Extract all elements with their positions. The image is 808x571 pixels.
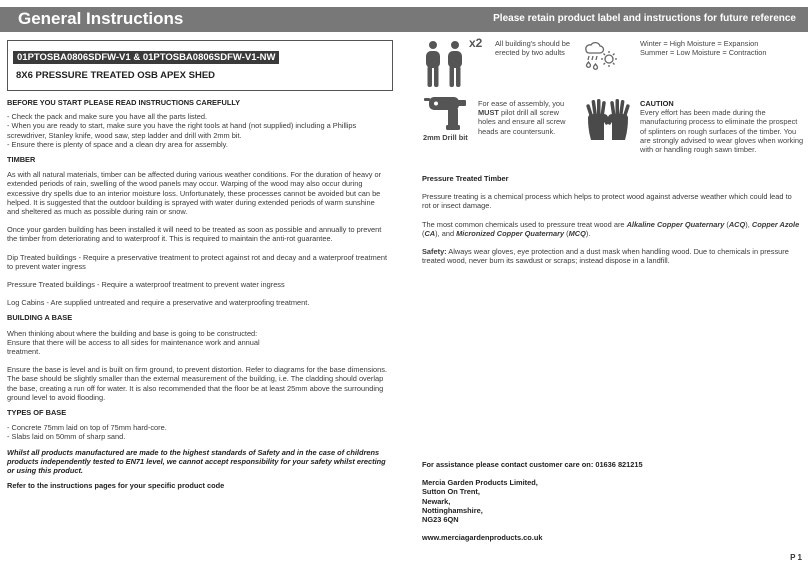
chem-ca: Copper Azole (751, 219, 800, 229)
chem-mcq: Micronized Copper Quaternary (456, 228, 565, 238)
chem-acq-abbr: ACQ (728, 219, 746, 229)
before-heading: BEFORE YOU START PLEASE READ INSTRUCTIONS CAREFULLY (7, 98, 241, 107)
two-adults-icon (421, 40, 469, 88)
timber-paragraph: As with all natural materials, timber can be affected during various weather conditions. For the duration of heavy or extended periods of rain, swelling of the wood panels may occur. Warping of the wood may also occur during excessive dry spells due to an interior moisture loss. Unfortunately, these processes cannot be avoided but can be helped. It is suggested that the outdoor building is sprayed with water during extended periods of warm sunshine and sheltered as much as possible during rain or snow. (7, 170, 382, 217)
website-link[interactable]: www.merciagardenproducts.co.uk (422, 533, 543, 543)
page-number: P 1 (790, 553, 802, 562)
caution-text: Every effort has been made during the manufacturing process to eliminate the prospect of splinters on rough surfaces of the timber. You are strongly advised to wear gloves when working with or handling rough sawn timber. (640, 108, 804, 155)
refer-note: Refer to the instructions pages for your specific product code (7, 481, 225, 491)
adults-count: x2 (469, 36, 483, 50)
address-line: Nottinghamshire, (422, 505, 483, 515)
types-line: - Slabs laid on 50mm of sharp sand. (7, 432, 126, 442)
base-heading: BUILDING A BASE (7, 313, 73, 323)
address-line: Newark, (422, 496, 451, 506)
safety-label: Safety: (422, 247, 447, 257)
safety-paragraph (422, 247, 800, 265)
caution-heading: CAUTION (640, 99, 674, 108)
product-name: 8X6 PRESSURE TREATED OSB APEX SHED (16, 70, 216, 81)
pressure-treated-text: Pressure Treated buildings - Require a waterproof treatment to prevent water ingress (7, 280, 285, 290)
winter-line: Winter = High Moisture = Expansion (640, 39, 759, 48)
base-paragraph: When thinking about where the building and base is going to be constructed: Ensure that there will be access to all sides for maintenance work and annual treatment. (7, 328, 260, 357)
page-title: General Instructions (18, 9, 184, 28)
timber-paragraph: Once your garden building has been installed it will need to be treated as soon as possible and annually to prevent the timber from deteriorating and to waterproof it. This is required to maintain the anti-rot guarantee. (7, 225, 382, 244)
chemicals-paragraph: The most common chemicals used to pressure treat wood are Alkaline Copper Quaternary (ACQ), Copper Azole (CA), and Micronized Copper Quaternary (MCQ). (422, 219, 800, 238)
caution-block (640, 99, 804, 154)
product-codes: 01PTOSBA0806SDFW-V1 & 01PTOSBA0806SDFW-V1-NW (13, 51, 279, 64)
pressure-treated-heading: Pressure Treated Timber (422, 174, 509, 183)
pressure-treated-paragraph: Pressure treating is a chemical process which helps to protect wood against adverse weather which could lead to rot or insect damage. (422, 192, 792, 211)
before-line: - Check the pack and make sure you have all the parts listed. (7, 112, 208, 122)
left-column (7, 98, 387, 491)
weather-text (640, 39, 805, 57)
chem-ca-abbr: CA (424, 228, 436, 238)
address-line: Mercia Garden Products Limited, (422, 478, 538, 488)
gloves-icon (584, 96, 632, 144)
summer-line: Summer = Low Moisture = Contraction (640, 48, 767, 58)
chem-acq: Alkaline Copper Quaternary (626, 219, 725, 229)
contact-block (422, 460, 800, 542)
header-note: Please retain product label and instructions for future reference (493, 13, 796, 24)
before-line: - Ensure there is plenty of space and a clean dry area for assembly. (7, 139, 228, 149)
address-line: Sutton On Trent, (422, 487, 480, 497)
safety-text: Always wear gloves, eye protection and a dust mask when handling wood. Due to chemicals in pressure treated wood, never burn its sawdust or scraps; instead dispose in a landfill. (422, 247, 789, 266)
safety-disclaimer: Whilst all products manufactured are made to the highest standards of Safety and in the case of childrens products independently tested to EN71 level, we cannot accept responsibility for your safety whilst erecting or using this product. (7, 447, 386, 476)
assistance-line: For assistance please contact customer care on: 01636 821215 (422, 460, 643, 469)
drill-bit-label: 2mm Drill bit (423, 133, 468, 142)
address-line: NG23 6QN (422, 515, 459, 525)
product-label-box (7, 40, 393, 91)
chem-intro: The most common chemicals used to pressure treat wood are (422, 219, 627, 229)
dip-treated-text: Dip Treated buildings - Require a preservative treatment to protect against rot and decay and a waterproof treatment to prevent water ingress (7, 252, 388, 271)
drill-icon (422, 97, 468, 131)
types-line: - Concrete 75mm laid on top of 75mm hard-core. (7, 423, 167, 433)
right-column (422, 174, 800, 265)
before-line: - When you are ready to start, make sure you have the right tools at hand (not supplied) including a Phillips screwdriver, Stanley knife, wood saw, step ladder and drill with 2mm bit. (7, 121, 357, 140)
chem-mcq-abbr: MCQ (568, 228, 586, 238)
adults-text: All building's should be erected by two adults (495, 39, 570, 58)
base-paragraph: Ensure the base is level and is built on firm ground, to prevent distortion. Refer to diagrams for the base dimensions. The base should be slightly smaller than the external measurement of the building, i.e. The cladding should overlap the base, creating a run off for water. It is also recommended that the floor be at least 25mm above the surrounding ground level to avoid flooding. (7, 365, 387, 402)
timber-heading: TIMBER (7, 155, 36, 165)
types-heading: TYPES OF BASE (7, 408, 67, 418)
log-cabins-text: Log Cabins - Are supplied untreated and require a preservative and waterproofing treatment. (7, 298, 310, 308)
header-bar (0, 7, 808, 32)
drill-text-pre: For ease of assembly, you (478, 99, 565, 108)
drill-text-post: pilot drill all screw holes and ensure all screw heads are countersunk. (478, 108, 566, 136)
weather-icon (583, 38, 617, 70)
drill-text (478, 99, 572, 136)
drill-text-must: MUST (478, 108, 499, 118)
